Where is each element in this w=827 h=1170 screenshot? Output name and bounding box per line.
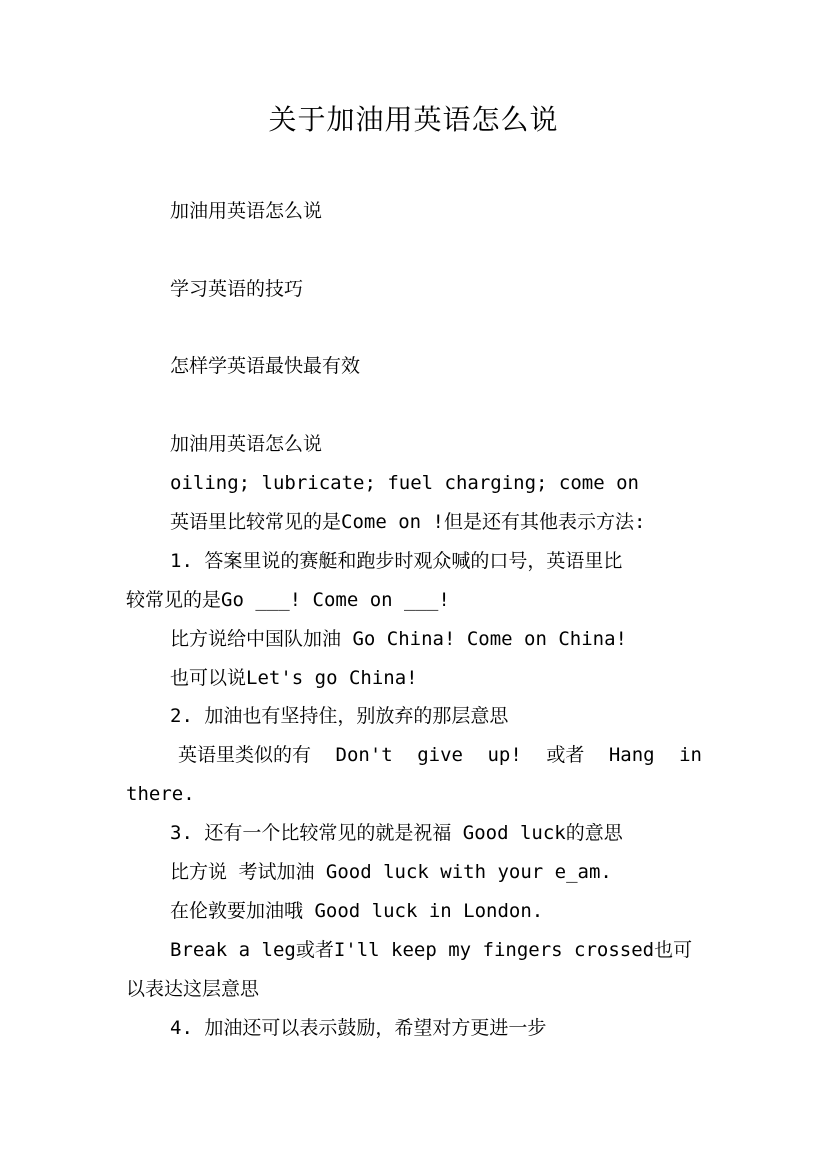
word: Hang bbox=[608, 744, 655, 766]
paragraph-line: 4. 加油还可以表示鼓励，希望对方更进一步 bbox=[170, 1017, 547, 1039]
word: 英语里类似的有 bbox=[178, 744, 312, 766]
paragraph-line: 3. 还有一个比较常见的就是祝福 Good luck的意思 bbox=[170, 822, 623, 844]
word: in bbox=[679, 744, 702, 766]
paragraph-line: there. bbox=[126, 783, 195, 805]
justified-paragraph-line bbox=[178, 742, 702, 768]
paragraph-line: oiling; lubricate; fuel charging; come on bbox=[170, 472, 639, 494]
paragraph-line: 以表达这层意思 bbox=[126, 978, 260, 1000]
paragraph-line: 加油用英语怎么说 bbox=[170, 433, 323, 455]
word: Don't bbox=[335, 744, 393, 766]
paragraph-line: 加油用英语怎么说 bbox=[170, 200, 323, 222]
paragraph-line: 怎样学英语最快最有效 bbox=[170, 355, 361, 377]
paragraph-line: 英语里比较常见的是Come on !但是还有其他表示方法: bbox=[170, 511, 646, 533]
paragraph-line: 1. 答案里说的赛艇和跑步时观众喊的口号，英语里比 bbox=[170, 550, 623, 572]
paragraph-line: Break a leg或者I'll keep my fingers crossed也可 bbox=[170, 939, 693, 961]
paragraph-line: 比方说给中国队加油 Go China! Come on China! bbox=[170, 628, 627, 650]
word: give bbox=[417, 744, 463, 766]
paragraph-line: 在伦敦要加油哦 Good luck in London. bbox=[170, 900, 544, 922]
paragraph-line: 较常见的是Go ___! Come on ___! bbox=[126, 589, 450, 611]
paragraph-line: 学习英语的技巧 bbox=[170, 278, 304, 300]
paragraph-line: 也可以说Let's go China! bbox=[170, 667, 418, 689]
paragraph-line: 2. 加油也有坚持住，别放弃的那层意思 bbox=[170, 705, 509, 727]
word: 或者 bbox=[546, 744, 585, 766]
document-title: 关于加油用英语怎么说 bbox=[268, 103, 559, 136]
paragraph-line: 比方说 考试加油 Good luck with your e_am. bbox=[170, 861, 612, 883]
word: up! bbox=[487, 744, 522, 766]
